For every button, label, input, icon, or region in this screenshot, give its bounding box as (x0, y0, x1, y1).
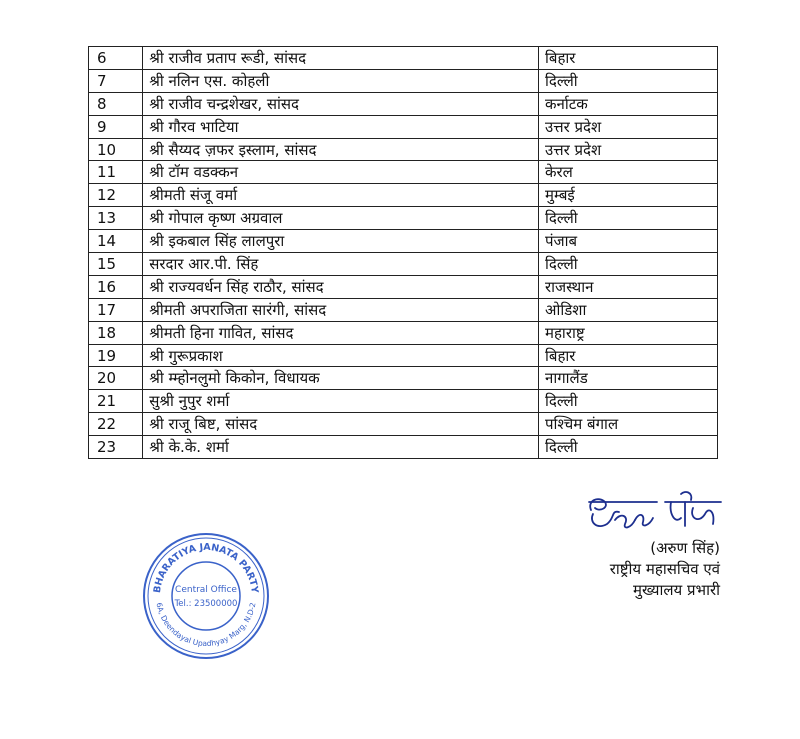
table-row (89, 253, 718, 276)
table-row (89, 115, 718, 138)
row-number: 16 (89, 275, 143, 298)
member-state: कर्नाटक (539, 92, 718, 115)
member-name: सरदार आर.पी. सिंह (143, 253, 539, 276)
row-number: 14 (89, 230, 143, 253)
signatory-name: (अरुण सिंह) (650, 539, 720, 557)
member-state: मुम्बई (539, 184, 718, 207)
party-office-seal (140, 530, 272, 662)
member-name: श्री सैय्यद ज़फर इस्लाम, सांसद (143, 138, 539, 161)
member-state: पंजाब (539, 230, 718, 253)
row-number: 12 (89, 184, 143, 207)
row-number: 17 (89, 298, 143, 321)
row-number: 22 (89, 413, 143, 436)
row-number: 21 (89, 390, 143, 413)
member-name: श्रीमती अपराजिता सारंगी, सांसद (143, 298, 539, 321)
row-number: 7 (89, 69, 143, 92)
member-state: दिल्ली (539, 390, 718, 413)
member-name: श्रीमती हिना गावित, सांसद (143, 321, 539, 344)
member-name: श्रीमती संजू वर्मा (143, 184, 539, 207)
table-row (89, 138, 718, 161)
table-row (89, 275, 718, 298)
svg-text:6A, Deendayal Upadhyay Marg, N: 6A, Deendayal Upadhyay Marg, N.D-2 (154, 601, 258, 649)
member-name: श्री राज्यवर्धन सिंह राठौर, सांसद (143, 275, 539, 298)
member-state: ओडिशा (539, 298, 718, 321)
member-name: श्री इकबाल सिंह लालपुरा (143, 230, 539, 253)
member-name: सुश्री नुपुर शर्मा (143, 390, 539, 413)
member-name: श्री म्म्होनलुमो किकोन, विधायक (143, 367, 539, 390)
member-name: श्री नलिन एस. कोहली (143, 69, 539, 92)
member-state: केरल (539, 161, 718, 184)
member-name: श्री गौरव भाटिया (143, 115, 539, 138)
table-row (89, 69, 718, 92)
row-number: 23 (89, 436, 143, 459)
table-row (89, 436, 718, 459)
member-state: दिल्ली (539, 253, 718, 276)
table-row (89, 390, 718, 413)
table-row (89, 92, 718, 115)
table-row (89, 367, 718, 390)
table-row (89, 230, 718, 253)
svg-text:Central Office: Central Office (175, 585, 237, 595)
row-number: 20 (89, 367, 143, 390)
member-name: श्री टॉम वडक्कन (143, 161, 539, 184)
member-state: नागालैंड (539, 367, 718, 390)
svg-text:BHARATIYA JANATA PARTY: BHARATIYA JANATA PARTY (152, 541, 260, 594)
members-table (88, 46, 718, 459)
table-row (89, 184, 718, 207)
table-row (89, 344, 718, 367)
member-name: श्री के.के. शर्मा (143, 436, 539, 459)
member-state: दिल्ली (539, 69, 718, 92)
signatory-title-line1: राष्ट्रीय महासचिव एवं (609, 560, 720, 578)
members-table-body (89, 47, 718, 459)
row-number: 8 (89, 92, 143, 115)
row-number: 18 (89, 321, 143, 344)
row-number: 9 (89, 115, 143, 138)
signatory-title-line2: मुख्यालय प्रभारी (633, 581, 720, 599)
member-name: श्री गुरूप्रकाश (143, 344, 539, 367)
signatory-block (560, 538, 720, 601)
member-name: श्री राजू बिष्ट, सांसद (143, 413, 539, 436)
table-row (89, 321, 718, 344)
member-state: उत्तर प्रदेश (539, 115, 718, 138)
table-row (89, 161, 718, 184)
member-state: राजस्थान (539, 275, 718, 298)
row-number: 13 (89, 207, 143, 230)
member-state: बिहार (539, 47, 718, 70)
member-state: दिल्ली (539, 207, 718, 230)
row-number: 15 (89, 253, 143, 276)
table-row (89, 47, 718, 70)
member-name: श्री गोपाल कृष्ण अग्रवाल (143, 207, 539, 230)
member-name: श्री राजीव प्रताप रूडी, सांसद (143, 47, 539, 70)
table-row (89, 207, 718, 230)
member-state: पश्चिम बंगाल (539, 413, 718, 436)
member-state: उत्तर प्रदेश (539, 138, 718, 161)
handwritten-signature (585, 490, 725, 538)
table-row (89, 413, 718, 436)
member-name: श्री राजीव चन्द्रशेखर, सांसद (143, 92, 539, 115)
member-state: बिहार (539, 344, 718, 367)
svg-text:Tel.: 23500000: Tel.: 23500000 (174, 599, 238, 609)
member-state: दिल्ली (539, 436, 718, 459)
row-number: 19 (89, 344, 143, 367)
row-number: 6 (89, 47, 143, 70)
member-state: महाराष्ट्र (539, 321, 718, 344)
row-number: 11 (89, 161, 143, 184)
row-number: 10 (89, 138, 143, 161)
table-row (89, 298, 718, 321)
